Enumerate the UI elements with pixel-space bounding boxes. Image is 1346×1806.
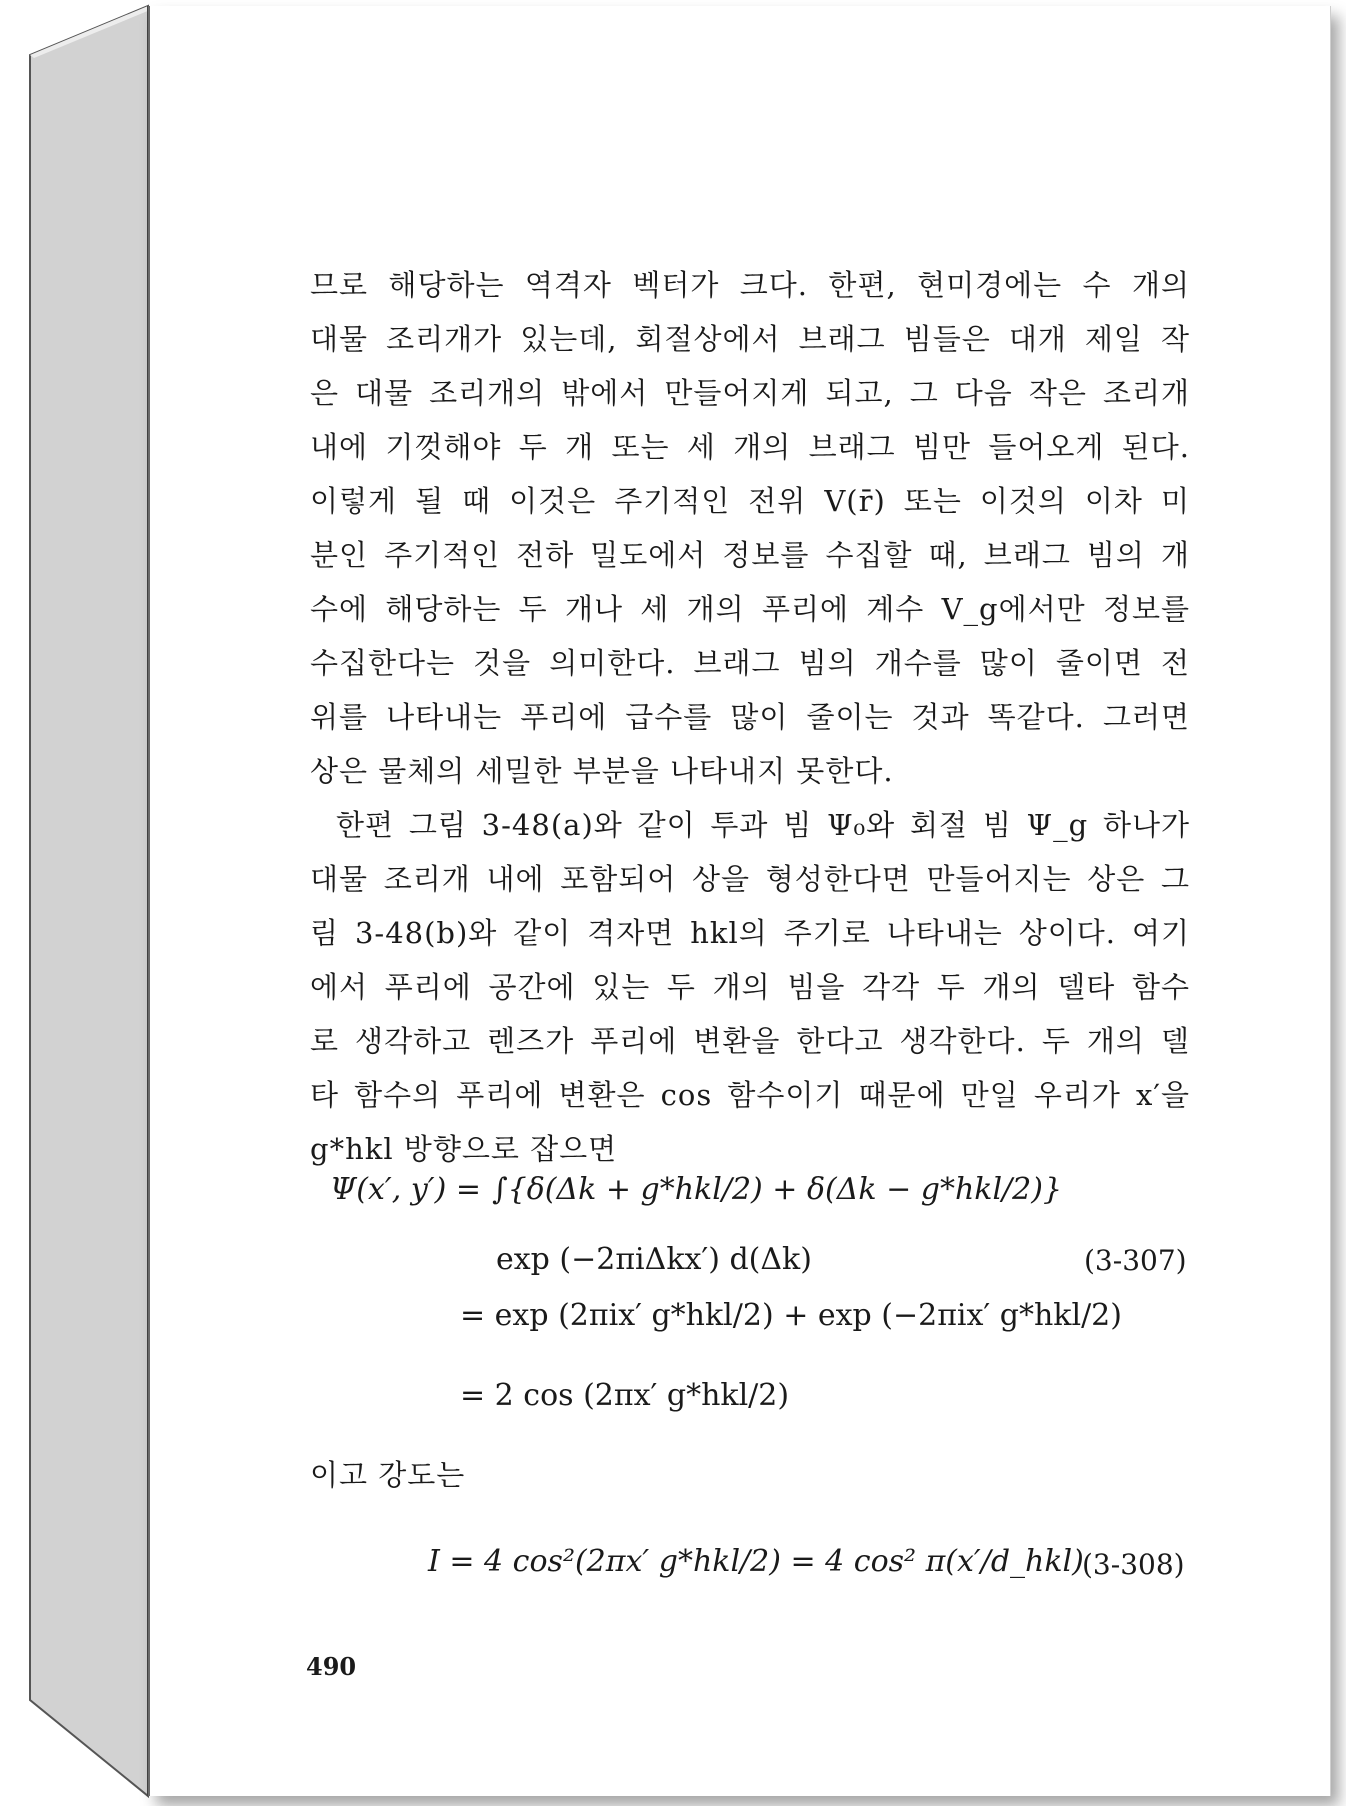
text-line: 상은 물체의 세밀한 부분을 나타내지 못한다. <box>310 754 894 788</box>
text-line: g*hkl 방향으로 잡으면 <box>310 1132 618 1166</box>
text-line: 타 함수의 푸리에 변환은 cos 함수이기 때문에 만일 우리가 x′을 <box>310 1078 1190 1112</box>
text-line: 수에 해당하는 두 개나 세 개의 푸리에 계수 V_g에서만 정보를 <box>310 592 1190 626</box>
text-line: 대물 조리개가 있는데, 회절상에서 브래그 빔들은 대개 제일 작 <box>310 322 1190 356</box>
text-line: 이고 강도는 <box>310 1458 466 1492</box>
equation-line: ∫{δ(Δk + g*hkl/2) + δ(Δk − g*hkl/2)} <box>492 1172 1063 1207</box>
text-line: 대물 조리개 내에 포함되어 상을 형성한다면 만들어지는 상은 그 <box>310 862 1190 896</box>
equation-line: = exp (2πix′ g*hkl/2) + exp (−2πix′ g*hkl/2) <box>460 1298 1122 1333</box>
page-number: 490 <box>306 1652 357 1681</box>
text-line: 림 3-48(b)와 같이 격자면 hkl의 주기로 나타내는 상이다. 여기 <box>310 916 1190 950</box>
text-line: 분인 주기적인 전하 밀도에서 정보를 수집할 때, 브래그 빔의 개 <box>310 538 1190 572</box>
equation-line: exp (−2πiΔkx′) d(Δk) <box>496 1242 812 1277</box>
text-line: 로 생각하고 렌즈가 푸리에 변환을 한다고 생각한다. 두 개의 델 <box>310 1024 1190 1058</box>
text-line: 이렇게 될 때 이것은 주기적인 전위 V(r̄) 또는 이것의 이차 미 <box>310 484 1190 518</box>
equation-line: I = 4 cos²(2πx′ g*hkl/2) = 4 cos² π(x′/d_hkl) <box>428 1544 1084 1579</box>
text-line: 은 대물 조리개의 밖에서 만들어지게 되고, 그 다음 작은 조리개 <box>310 376 1190 410</box>
text-line: 내에 기껏해야 두 개 또는 세 개의 브래그 빔만 들어오게 된다. <box>310 430 1190 464</box>
text-line: 수집한다는 것을 의미한다. 브래그 빔의 개수를 많이 줄이면 전 <box>310 646 1190 680</box>
text-line: 므로 해당하는 역격자 벡터가 크다. 한편, 현미경에는 수 개의 <box>310 268 1190 302</box>
text-line: 한편 그림 3-48(a)와 같이 투과 빔 Ψ₀와 회절 빔 Ψ_g 하나가 <box>336 808 1190 842</box>
equation-number: (3-307) <box>1084 1244 1187 1277</box>
equation-line: = 2 cos (2πx′ g*hkl/2) <box>460 1378 790 1413</box>
text-line: 위를 나타내는 푸리에 급수를 많이 줄이는 것과 똑같다. 그러면 <box>310 700 1190 734</box>
equation-number: (3-308) <box>1082 1548 1185 1581</box>
equation-lhs: Ψ(x′, y′) = <box>330 1172 481 1207</box>
text-line: 에서 푸리에 공간에 있는 두 개의 빔을 각각 두 개의 델타 함수 <box>310 970 1190 1004</box>
